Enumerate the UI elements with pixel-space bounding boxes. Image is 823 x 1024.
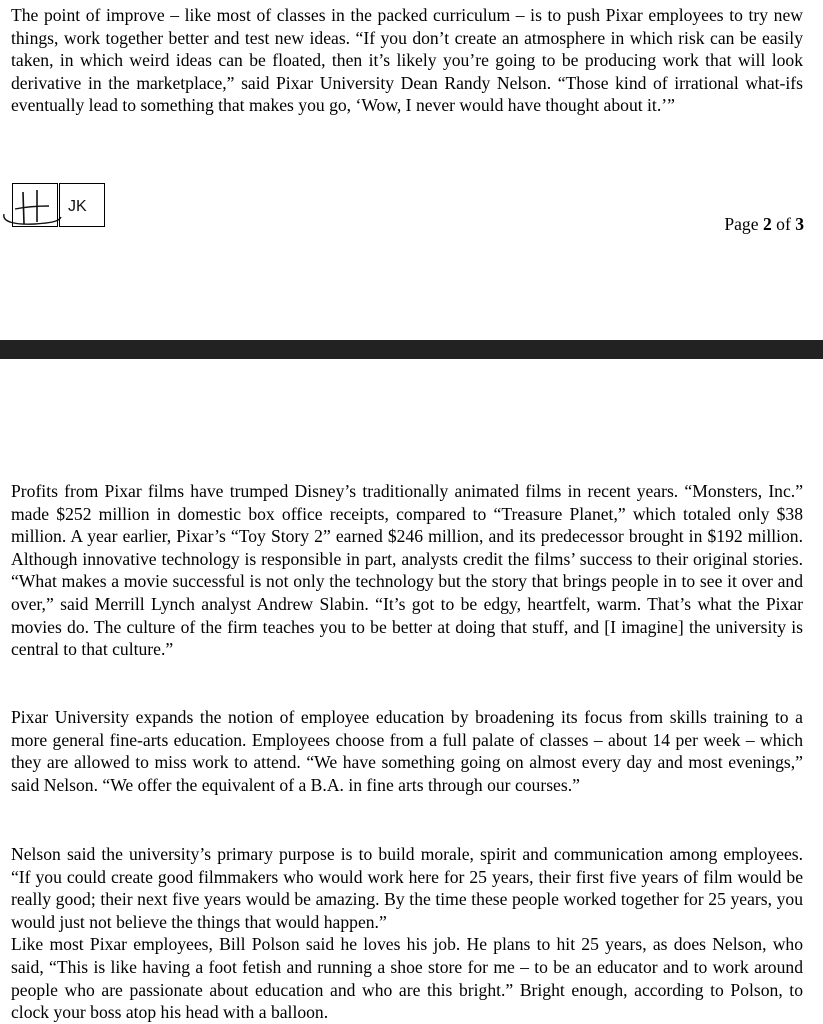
top-paragraph: The point of improve – like most of classes in the packed curriculum – is to push Pixar employees to try new things, work together better and test new ideas. “If you don’t create an atmosphere in which risk can be easily taken, in which weird ideas can be floated, then it’s likely you’re going to be producing work that will look derivative in the marketplace,” said Pixar University Dean Randy Nelson. “Those kind of irrational what-ifs eventually lead to something that makes you go, ‘Wow, I never would have thought about it.’”	[11, 5, 803, 116]
paragraph-nelson: Nelson said the university’s primary purpose is to build morale, spirit and communication among employees. “If you could create good filmmakers who would work here for 25 years, their first five years of film would be really good; their next five years would be amazing. By the time these people worked together for 25 years, you would just not believe the things that would happen.”	[11, 844, 803, 932]
typed-initials-box	[59, 183, 105, 227]
page-number-total: 3	[795, 214, 804, 234]
handwritten-initials-signature	[1, 184, 63, 228]
page-number	[724, 213, 804, 235]
page-number-current: 2	[762, 214, 772, 234]
page-divider	[0, 340, 823, 359]
signed-initials-box	[12, 183, 58, 227]
paragraph-pixar-university: Pixar University expands the notion of employee education by broadening its focus from skills training to a more general fine-arts education. Employees choose from a full palate of classes – about 14 per week – which they are allowed to miss work to attend. “We have something going on almost every day and most evenings,” said Nelson. “We offer the equivalent of a B.A. in fine arts through our courses.”	[11, 707, 803, 795]
paragraph-polson: Like most Pixar employees, Bill Polson said he loves his job. He plans to hit 25 years, as does Nelson, who said, “This is like having a foot fetish and running a shoe store for me – to be an educator and to work around people who are passionate about education and who are this bright.” Bright enough, according to Polson, to clock your boss atop his head with a balloon.	[11, 934, 803, 1023]
page-number-separator: of	[776, 214, 791, 234]
typed-initials: JK	[68, 198, 87, 215]
page-number-prefix: Page	[724, 214, 759, 234]
paragraph-nelson-polson	[11, 843, 803, 1024]
paragraph-profits: Profits from Pixar films have trumped Disney’s traditionally animated films in recent years. “Monsters, Inc.” made $252 million in domestic box office receipts, compared to “Treasure Planet,” which totaled only $38 million. A year earlier, Pixar’s “Toy Story 2” earned $246 million, and its predecessor brought in $192 million. Although innovative technology is responsible in part, analysts credit the films’ success to their original stories. “What makes a movie successful is not only the technology but the story that brings people in to see it over and over,” said Merrill Lynch analyst Andrew Slabin. “It’s got to be edgy, heartfelt, warm. That’s what the Pixar movies do. The culture of the firm teaches you to be better at doing that stuff, and [I imagine] the university is central to that culture.”	[11, 481, 803, 660]
initials-area	[12, 183, 105, 227]
